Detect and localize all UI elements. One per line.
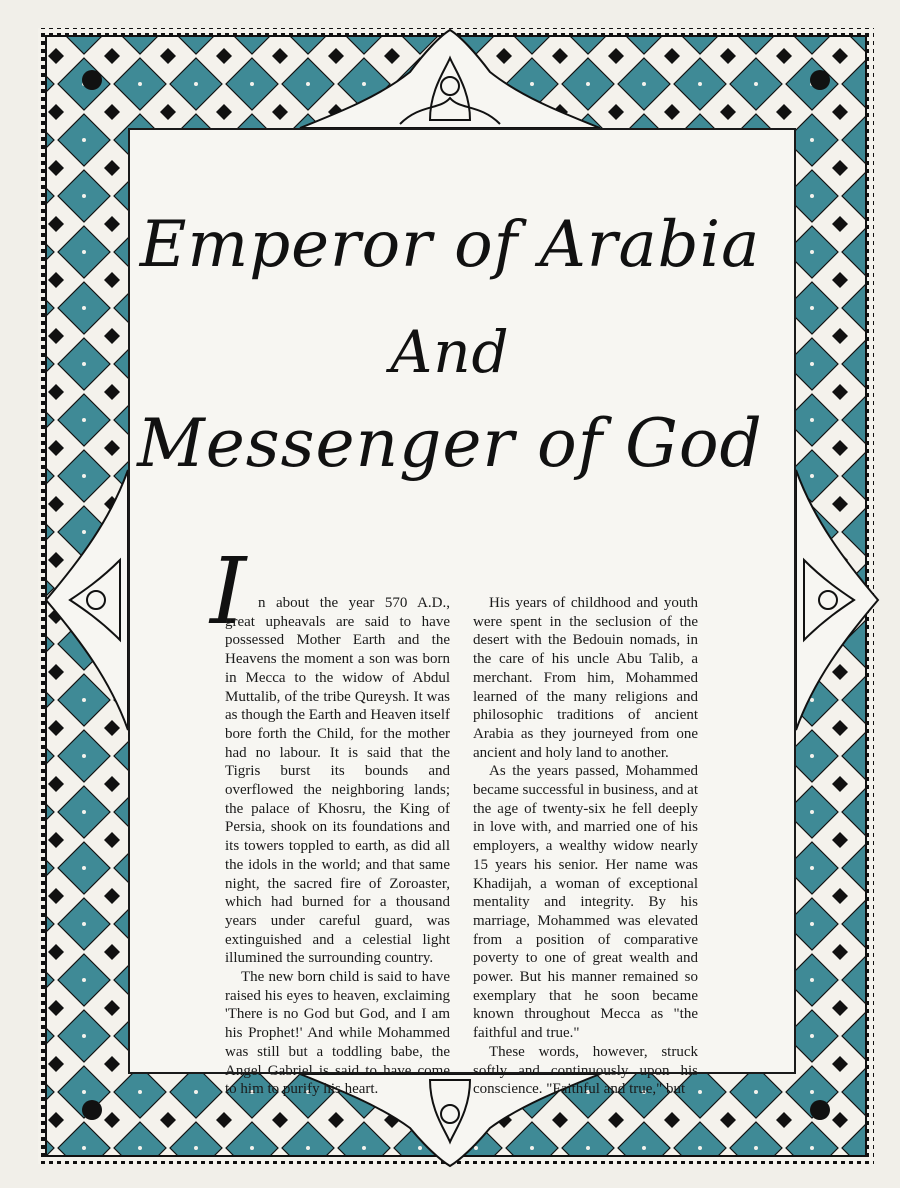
drop-cap: I <box>210 538 247 645</box>
article-column-2 <box>473 594 698 1099</box>
paragraph: As the years passed, Mohammed became successful in business, and at the age of twenty-six he fell deeply in love with, and married one of his employers, a wealthy widow nearly 15 years his senior. Her name was Khadijah, a woman of exceptional mentality and integrity. By his marriage, Mohammed was elevated from a position of comparative poverty to one of great wealth and power. But his manner remained so exemplary that he soon became known throughout Mecca as "the faithful and true." <box>473 763 698 1042</box>
title-line-1: Emperor of Arabia <box>139 208 761 282</box>
paragraph <box>225 594 450 968</box>
title-line-2: And <box>390 318 510 386</box>
paragraph: The new born child is said to have raised his eyes to heaven, exclaiming 'There is no God but God, and I am his Prophet!' And while Mohammed was still but a toddling babe, the Angel Gabriel is said to have come to him to purify his heart. <box>225 969 450 1098</box>
title-line-3: Messenger of God <box>137 405 763 482</box>
paragraph-text: n about the year 570 A.D., great upheavals are said to have possessed Mother Earth and the Heavens the moment a son was born in Mecca to the widow of Abdul Muttalib, of the tribe Qureysh. It was as though the Earth and Heaven itself bore forth the Child, for the mother had no labour. It is said that the Tigris burst its bounds and overflowed the neighboring lands; the palace of Khosru, the King of Persia, shook on its foundations and its towers toppled to earth, as did all the idols in the world; and that same night, the sacred fire of Zoroaster, which had burned for a thousand years under careful guard, was extinguished and a celestial light illumined the surrounding country. <box>225 595 450 967</box>
article-column-1 <box>225 594 450 1099</box>
paragraph: These words, however, struck softly and continuously upon his conscience. "Faithful and true," but <box>473 1043 698 1098</box>
paragraph: His years of childhood and youth were spent in the seclusion of the desert with the Bedouin nomads, in the care of his uncle Abu Talib, a merchant. From him, Mohammed learned of the many religions and philosophic traditions of ancient Arabia as they journeyed from one ancient and holy land to another. <box>473 595 698 761</box>
